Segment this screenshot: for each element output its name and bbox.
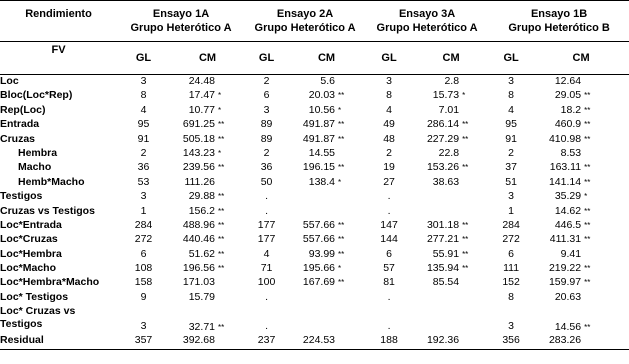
gl-cell: 6 xyxy=(508,247,515,260)
cm-cell: 196.56 xyxy=(182,262,215,275)
gl-cell: 3 xyxy=(508,320,515,333)
gl-cell: 91 xyxy=(137,132,150,145)
cm-cell: 38.63 xyxy=(432,175,460,188)
significance-mark xyxy=(461,104,489,118)
significance-mark: ** xyxy=(338,91,345,101)
cm-cell: 8.53 xyxy=(560,146,582,159)
gl-heading: GL xyxy=(489,42,533,75)
gl-heading: GL xyxy=(365,42,413,75)
gl-cell: 284 xyxy=(134,218,153,231)
significance-mark: ** xyxy=(584,235,591,245)
cm-cell: 29.05 xyxy=(554,89,582,102)
gl-cell: 177 xyxy=(257,233,276,246)
source-label: Hembra xyxy=(18,146,58,159)
significance-mark: * xyxy=(338,264,342,274)
cm-cell: 51.62 xyxy=(188,247,215,260)
significance-mark: ** xyxy=(338,249,345,259)
gl-cell: 6 xyxy=(386,247,392,260)
table-row xyxy=(0,248,629,262)
significance-mark xyxy=(217,75,245,90)
significance-mark xyxy=(217,176,245,190)
cm-cell: 12.64 xyxy=(554,75,582,87)
significance-mark xyxy=(461,305,489,334)
table-row xyxy=(0,75,629,90)
significance-mark: ** xyxy=(218,235,225,245)
significance-mark: ** xyxy=(462,220,469,230)
gl-cell: 81 xyxy=(383,276,395,289)
cm-cell: 153.26 xyxy=(426,161,460,174)
gl-cell: 48 xyxy=(383,132,395,145)
gl-cell: 8 xyxy=(140,89,147,102)
cm-cell: 14.62 xyxy=(554,204,582,217)
cm-cell: 17.47 xyxy=(188,89,215,102)
header-row-columns xyxy=(0,42,629,75)
source-label: Hemb*Macho xyxy=(18,175,85,188)
significance-mark xyxy=(337,147,365,161)
gl-cell: 53 xyxy=(137,175,150,188)
cm-cell xyxy=(413,291,461,305)
gl-cell: 89 xyxy=(260,132,273,145)
gl-cell: 27 xyxy=(383,175,395,188)
significance-mark xyxy=(217,334,245,349)
gl-cell: 237 xyxy=(245,334,288,349)
gl-cell: 2 xyxy=(140,146,147,159)
cm-cell: 2.8 xyxy=(444,75,460,87)
source-label: Rep(Loc) xyxy=(0,103,46,116)
gl-cell: 108 xyxy=(134,262,153,275)
trial-3a-heading: Ensayo 3A Grupo Heterótico A xyxy=(365,1,489,42)
gl-cell: 37 xyxy=(505,161,517,174)
cm-cell: 488.96 xyxy=(182,218,215,231)
gl-cell: 3 xyxy=(386,75,392,87)
gl-cell: 51 xyxy=(505,175,517,188)
gl-heading: GL xyxy=(245,42,288,75)
significance-mark: * xyxy=(218,148,222,158)
significance-mark xyxy=(583,75,629,90)
source-label: Macho xyxy=(18,161,52,174)
gl-cell: 111 xyxy=(503,262,520,275)
significance-mark: ** xyxy=(584,134,591,144)
significance-mark: ** xyxy=(584,264,591,274)
gl-cell: 1 xyxy=(508,204,515,217)
significance-mark xyxy=(583,291,629,305)
table-body xyxy=(0,75,629,350)
gl-cell: 4 xyxy=(263,247,270,260)
cm-cell: 410.98 xyxy=(548,132,582,145)
cm-cell: 156.2 xyxy=(188,204,215,217)
cm-cell: 411.31 xyxy=(549,233,582,246)
gl-cell: 272 xyxy=(502,233,520,246)
source-label: Loc* Cruzas vs Testigos xyxy=(0,305,76,331)
cm-cell xyxy=(413,205,461,219)
significance-mark: ** xyxy=(462,249,469,259)
gl-cell: . xyxy=(387,290,391,303)
gl-cell: . xyxy=(265,320,268,333)
significance-mark: ** xyxy=(584,206,591,216)
gl-cell: 3 xyxy=(140,75,147,87)
gl-cell: 188 xyxy=(365,334,413,349)
significance-mark: ** xyxy=(218,264,225,274)
cm-cell: 111.26 xyxy=(184,175,215,188)
cm-cell: 557.66 xyxy=(302,233,336,246)
significance-mark xyxy=(337,291,365,305)
cm-cell xyxy=(288,305,337,334)
significance-mark xyxy=(461,75,489,90)
source-label: Loc*Cruzas xyxy=(0,233,58,246)
cm-cell: 14.56 xyxy=(554,321,582,334)
significance-mark xyxy=(583,248,629,262)
cm-cell: 491.87 xyxy=(302,132,336,145)
significance-mark xyxy=(337,205,365,219)
cm-cell: 171.03 xyxy=(182,276,215,289)
significance-mark: * xyxy=(338,177,342,187)
source-label: Entrada xyxy=(0,118,40,131)
significance-mark: ** xyxy=(338,134,345,144)
gl-cell: 144 xyxy=(380,233,398,246)
table-row xyxy=(0,276,629,290)
cm-cell: 10.77 xyxy=(188,103,215,116)
significance-mark: ** xyxy=(462,120,469,130)
gl-cell: . xyxy=(387,320,391,333)
cm-cell: 141.14 xyxy=(548,175,582,188)
trial-2a-heading: Ensayo 2A Grupo Heterótico A xyxy=(245,1,365,42)
gl-cell: 177 xyxy=(257,218,276,231)
cm-cell: 392.68 xyxy=(170,334,217,349)
significance-mark: * xyxy=(584,192,588,202)
table-row xyxy=(0,104,629,118)
significance-mark: * xyxy=(462,91,466,101)
fv-heading: FV xyxy=(0,42,117,75)
table-row xyxy=(0,89,629,103)
significance-mark: ** xyxy=(338,163,345,173)
cm-heading: CM xyxy=(170,42,245,75)
significance-mark: ** xyxy=(462,163,469,173)
significance-mark xyxy=(461,291,489,305)
cm-cell: 10.56 xyxy=(308,103,336,116)
significance-mark: ** xyxy=(584,177,591,187)
significance-mark xyxy=(217,276,245,290)
gl-cell: 57 xyxy=(383,262,395,275)
cm-cell: 283.26 xyxy=(533,334,583,349)
gl-cell: 6 xyxy=(140,247,147,260)
gl-cell: 152 xyxy=(502,276,520,289)
significance-mark: * xyxy=(218,91,222,101)
significance-mark: ** xyxy=(218,323,225,333)
cm-cell: 195.66 xyxy=(302,262,336,275)
cm-cell: 22.8 xyxy=(438,146,460,159)
cm-cell: 20.03 xyxy=(308,89,336,102)
significance-mark: ** xyxy=(462,134,469,144)
cm-cell: 7.01 xyxy=(438,103,460,116)
significance-mark: ** xyxy=(584,278,591,288)
gl-cell: 4 xyxy=(140,103,147,116)
gl-cell: 89 xyxy=(260,118,273,131)
significance-mark: * xyxy=(338,105,342,115)
significance-mark xyxy=(461,176,489,190)
cm-cell: 301.18 xyxy=(426,218,460,231)
cm-cell: 227.29 xyxy=(426,132,460,145)
table-row xyxy=(0,233,629,247)
significance-mark: ** xyxy=(218,249,225,259)
cm-cell: 55.91 xyxy=(432,247,460,260)
source-label: Loc* Testigos xyxy=(0,290,69,303)
trial-1b-heading: Ensayo 1B Grupo Heterótico B xyxy=(489,1,629,42)
table-row xyxy=(0,147,629,161)
cm-cell: 192.36 xyxy=(413,334,461,349)
cm-cell: 196.15 xyxy=(302,161,336,174)
gl-cell: 36 xyxy=(260,161,273,174)
cm-cell: 159.97 xyxy=(548,276,582,289)
gl-cell: 2 xyxy=(263,146,270,159)
cm-cell: 143.23 xyxy=(182,146,215,159)
header-row-trials xyxy=(0,1,629,42)
cm-cell: 93.99 xyxy=(308,247,336,260)
gl-heading: GL xyxy=(117,42,170,75)
gl-cell: 3 xyxy=(140,320,147,333)
cm-cell xyxy=(413,305,461,334)
source-label: Testigos xyxy=(0,190,43,203)
significance-mark: ** xyxy=(584,91,591,101)
gl-cell: 356 xyxy=(489,334,533,349)
gl-cell: 8 xyxy=(508,290,515,303)
cm-cell: 440.46 xyxy=(182,233,215,246)
cm-cell xyxy=(288,190,337,204)
gl-cell: 2 xyxy=(508,146,515,159)
significance-mark: ** xyxy=(338,235,345,245)
cm-cell xyxy=(288,291,337,305)
cm-cell: 277.21 xyxy=(426,233,460,246)
table-row xyxy=(0,291,629,305)
source-label: Cruzas vs Testigos xyxy=(0,204,95,217)
gl-cell: 357 xyxy=(117,334,170,349)
gl-cell: 3 xyxy=(508,190,515,203)
cm-cell: 35.29 xyxy=(554,190,582,203)
significance-mark: ** xyxy=(218,220,225,230)
cm-cell: 15.79 xyxy=(188,290,215,303)
table-row xyxy=(0,334,629,349)
gl-cell: 50 xyxy=(260,175,273,188)
cm-cell: 224.53 xyxy=(288,334,337,349)
cm-cell xyxy=(288,205,337,219)
significance-mark xyxy=(583,147,629,161)
table-row xyxy=(0,133,629,147)
cm-cell: 460.9 xyxy=(554,118,582,131)
table-row xyxy=(0,161,629,175)
significance-mark xyxy=(337,334,365,349)
source-label: Loc xyxy=(0,75,19,87)
source-label: Loc*Hembra xyxy=(0,247,62,260)
gl-cell: 71 xyxy=(260,262,273,275)
cm-cell: 286.14 xyxy=(426,118,460,131)
cm-cell: 29.88 xyxy=(188,190,215,203)
gl-cell: 3 xyxy=(263,103,270,116)
cm-cell: 18.2 xyxy=(560,103,582,116)
cm-cell: 5.6 xyxy=(320,75,336,87)
significance-mark: ** xyxy=(584,105,591,115)
source-label: Residual xyxy=(0,334,117,349)
significance-mark xyxy=(461,205,489,219)
gl-cell: 9 xyxy=(140,290,147,303)
cm-cell: 167.69 xyxy=(302,276,336,289)
cm-cell: 85.54 xyxy=(432,276,460,289)
source-label: Loc*Hembra*Macho xyxy=(0,276,100,289)
significance-mark xyxy=(337,75,365,90)
significance-mark: ** xyxy=(218,120,225,130)
cm-heading: CM xyxy=(533,42,629,75)
significance-mark: ** xyxy=(338,278,345,288)
significance-mark: ** xyxy=(584,163,591,173)
gl-cell: 49 xyxy=(383,118,395,131)
table-row xyxy=(0,118,629,132)
cm-cell: 9.41 xyxy=(560,247,582,260)
gl-cell: 6 xyxy=(263,89,270,102)
cm-cell: 446.5 xyxy=(554,218,582,231)
gl-cell: 95 xyxy=(137,118,150,131)
significance-mark xyxy=(461,147,489,161)
significance-mark xyxy=(461,334,489,349)
table-row xyxy=(0,190,629,204)
table-row xyxy=(0,305,629,334)
cm-cell: 135.94 xyxy=(426,262,460,275)
gl-cell: 100 xyxy=(257,276,276,289)
gl-cell: 4 xyxy=(508,103,515,116)
significance-mark xyxy=(217,291,245,305)
table-row xyxy=(0,262,629,276)
significance-mark: ** xyxy=(462,264,469,274)
source-label: Loc*Macho xyxy=(0,262,57,275)
gl-cell: 2 xyxy=(386,146,392,159)
cm-cell: 691.25 xyxy=(182,118,215,131)
significance-mark xyxy=(583,334,629,349)
significance-mark: ** xyxy=(584,220,591,230)
gl-cell: . xyxy=(387,204,391,217)
cm-cell: 138.4 xyxy=(308,175,336,188)
gl-cell: 36 xyxy=(137,161,150,174)
gl-cell: 91 xyxy=(505,132,517,145)
gl-cell: 3 xyxy=(508,75,515,87)
source-label: Bloc(Loc*Rep) xyxy=(0,89,73,102)
cm-cell: 491.87 xyxy=(302,118,336,131)
cm-cell: 15.73 xyxy=(432,89,460,102)
significance-mark: ** xyxy=(218,206,225,216)
cm-heading: CM xyxy=(288,42,365,75)
cm-cell: 14.55 xyxy=(308,146,336,159)
significance-mark: ** xyxy=(218,163,225,173)
table-row xyxy=(0,176,629,190)
gl-cell: 8 xyxy=(386,89,392,102)
significance-mark: ** xyxy=(462,235,469,245)
gl-cell: . xyxy=(265,290,268,303)
gl-cell: 95 xyxy=(505,118,517,131)
significance-mark: ** xyxy=(584,323,591,333)
cm-heading: CM xyxy=(413,42,489,75)
significance-mark xyxy=(337,305,365,334)
source-label: Cruzas xyxy=(0,132,36,145)
gl-cell: 8 xyxy=(508,89,515,102)
cm-cell xyxy=(413,190,461,204)
cm-cell: 219.22 xyxy=(548,262,582,275)
significance-mark: ** xyxy=(218,134,225,144)
trial-1a-heading: Ensayo 1A Grupo Heterótico A xyxy=(117,1,245,42)
gl-cell: 4 xyxy=(386,103,392,116)
cm-cell: 32.71 xyxy=(188,321,215,334)
gl-cell: 158 xyxy=(134,276,153,289)
significance-mark: ** xyxy=(338,120,345,130)
gl-cell: 272 xyxy=(134,233,153,246)
gl-cell: 1 xyxy=(140,204,147,217)
significance-mark xyxy=(461,276,489,290)
gl-cell: 19 xyxy=(383,161,395,174)
gl-cell: 2 xyxy=(263,75,270,87)
table-row xyxy=(0,219,629,233)
gl-cell: . xyxy=(265,204,268,217)
rendimiento-heading: Rendimiento xyxy=(0,1,117,42)
gl-cell: 284 xyxy=(502,218,520,231)
table-row xyxy=(0,205,629,219)
gl-cell: 147 xyxy=(380,218,398,231)
cm-cell: 24.48 xyxy=(188,75,215,87)
cm-cell: 239.56 xyxy=(182,161,215,174)
significance-mark: * xyxy=(218,105,222,115)
cm-cell: 557.66 xyxy=(302,218,336,231)
significance-mark: ** xyxy=(584,120,591,130)
gl-cell: 3 xyxy=(140,190,147,203)
significance-mark: ** xyxy=(218,192,225,202)
gl-cell: . xyxy=(387,190,391,203)
source-label: Loc*Entrada xyxy=(0,218,62,231)
cm-cell: 505.18 xyxy=(182,132,215,145)
gl-cell: . xyxy=(265,190,268,203)
significance-mark xyxy=(461,190,489,204)
significance-mark: ** xyxy=(338,220,345,230)
cm-cell: 163.11 xyxy=(549,161,582,174)
cm-cell: 20.63 xyxy=(554,290,582,303)
significance-mark xyxy=(337,190,365,204)
